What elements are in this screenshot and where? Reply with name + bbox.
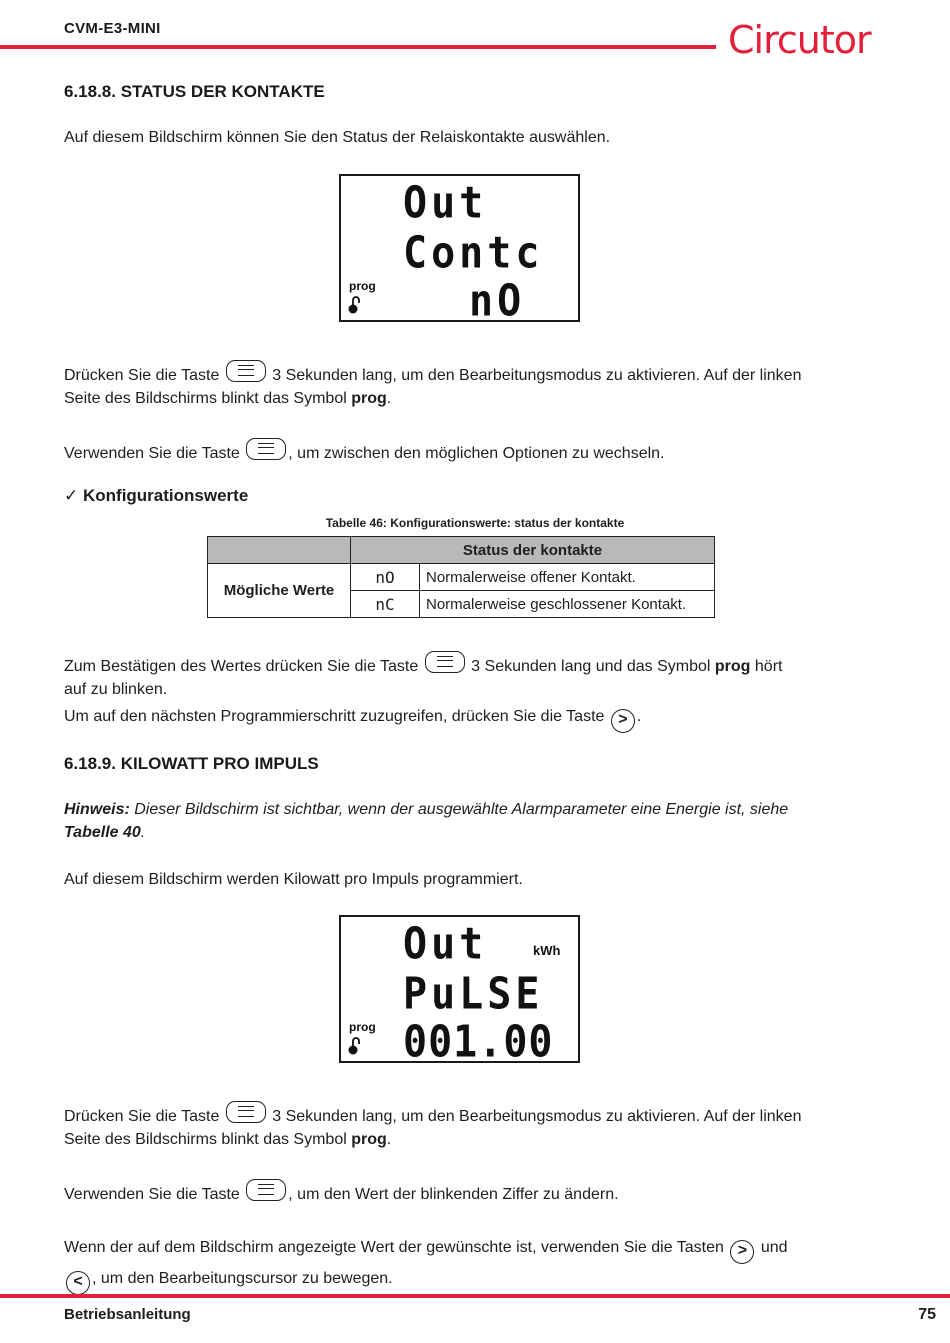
lcd-display-pulse	[339, 915, 580, 1068]
config-values-heading: ✓ Konfigurationswerte	[64, 486, 249, 505]
lcd-line-3: 001.00	[403, 1017, 554, 1068]
circutor-logo: Circutor	[728, 18, 871, 62]
paragraph-edit-mode: Drücken Sie die Taste 3 Sekunden lang, um den Bearbeitungsmodus zu aktivieren. Auf der linken Seite des Bildschirms blinkt das Symbol prog.	[64, 360, 864, 410]
section-heading-kilowatt: 6.18.9. KILOWATT PRO IMPULS	[64, 754, 319, 773]
lcd-prog-label: prog	[349, 279, 376, 293]
paragraph-edit-mode-2: Drücken Sie die Taste 3 Sekunden lang, um den Bearbeitungsmodus zu aktivieren. Auf der linken Seite des Bildschirms blinkt das Symbol prog.	[64, 1101, 864, 1151]
table-caption: Tabelle 46: Konfigurationswerte: status der kontakte	[325, 516, 625, 530]
left-arrow-key-icon: <	[66, 1271, 90, 1295]
paragraph-change-digit: Verwenden Sie die Taste , um den Wert der blinkenden Ziffer zu ändern.	[64, 1179, 864, 1206]
lcd-display-contacts	[339, 174, 580, 327]
unlock-icon	[348, 296, 360, 314]
table-description: Normalerweise offener Kontakt.	[420, 564, 715, 591]
menu-key-icon	[226, 1101, 266, 1123]
paragraph-next-step: Um auf den nächsten Programmierschritt zuzugreifen, drücken Sie die Taste > .	[64, 705, 864, 733]
page-number: 75	[918, 1306, 936, 1323]
lcd-unit-kwh: kWh	[533, 943, 561, 958]
right-arrow-key-icon: >	[730, 1240, 754, 1264]
table-description: Normalerweise geschlossener Kontakt.	[420, 591, 715, 618]
status-intro: Auf diesem Bildschirm können Sie den Status der Relaiskontakte auswählen.	[64, 129, 611, 146]
table-symbol: nC	[351, 591, 420, 618]
header-rule	[0, 45, 716, 49]
lcd-line-2: PuLSE	[403, 969, 544, 1020]
document-title: CVM-E3-MINI	[64, 20, 161, 37]
note-label: Hinweis:	[64, 801, 130, 818]
table-empty-header	[208, 537, 351, 564]
footer-label: Betriebsanleitung	[64, 1306, 191, 1323]
menu-key-icon	[246, 438, 286, 460]
lcd-line-2: Contc	[403, 228, 544, 279]
kilowatt-intro: Auf diesem Bildschirm werden Kilowatt pro Impuls programmiert.	[64, 871, 523, 888]
paragraph-confirm: Zum Bestätigen des Wertes drücken Sie die Taste 3 Sekunden lang und das Symbol prog hört auf zu blinken.	[64, 651, 864, 701]
lcd-prog-label: prog	[349, 1020, 376, 1034]
table-row-label: Mögliche Werte	[208, 564, 351, 618]
paragraph-toggle-options: Verwenden Sie die Taste , um zwischen den möglichen Optionen zu wechseln.	[64, 438, 864, 465]
lcd-line-1: Out	[403, 919, 488, 970]
unlock-icon	[348, 1037, 360, 1055]
config-table	[207, 536, 715, 618]
table-symbol: nO	[351, 564, 420, 591]
note-paragraph: Hinweis: Dieser Bildschirm ist sichtbar, wenn der ausgewählte Alarmparameter eine Energie ist, siehe Tabelle 40.	[64, 801, 789, 841]
footer-rule	[0, 1294, 950, 1298]
menu-key-icon	[246, 1179, 286, 1201]
checkmark-icon: ✓	[64, 486, 79, 505]
menu-key-icon	[226, 360, 266, 382]
table-header: Status der kontakte	[351, 537, 715, 564]
section-heading-status: 6.18.8. STATUS DER KONTAKTE	[64, 82, 325, 101]
menu-key-icon	[425, 651, 465, 673]
right-arrow-key-icon: >	[611, 709, 635, 733]
lcd-line-3: nO	[469, 276, 526, 327]
lcd-line-1: Out	[403, 178, 488, 229]
note-reference: Tabelle 40	[64, 824, 141, 841]
paragraph-move-cursor: Wenn der auf dem Bildschirm angezeigte Wert der gewünschte ist, verwenden Sie die Tasten > und < , um den Bearbeitungscursor zu bewegen.	[64, 1233, 864, 1295]
